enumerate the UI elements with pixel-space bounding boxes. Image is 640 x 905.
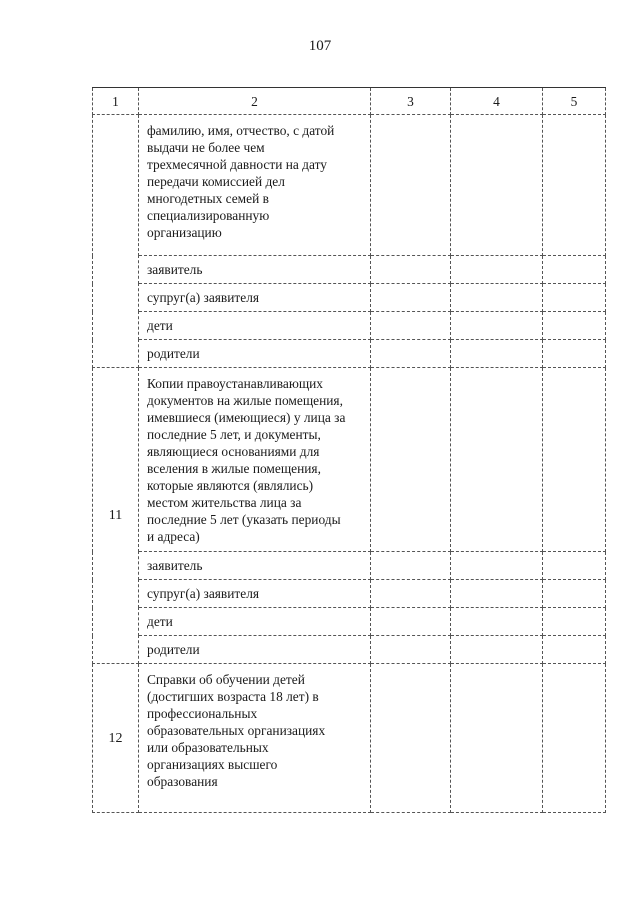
cell: [543, 312, 606, 340]
person-label: дети: [139, 608, 371, 636]
row-number-cell: 12: [93, 664, 139, 813]
cell: [543, 256, 606, 284]
person-label: супруг(а) заявителя: [139, 284, 371, 312]
cell: [371, 256, 451, 284]
table-row: [93, 368, 606, 552]
cell: [451, 636, 543, 664]
table-row: [93, 312, 606, 340]
person-label: родители: [139, 636, 371, 664]
table-row: [93, 580, 606, 608]
header-col-1: 1: [93, 88, 139, 115]
cell: [451, 256, 543, 284]
document-description: Справки об обучении детей (достигших возраста 18 лет) в профессиональных образовательных организациях или образовательных организациях высшего образования: [139, 664, 371, 813]
cell: [451, 284, 543, 312]
header-col-4: 4: [451, 88, 543, 115]
table-row: [93, 284, 606, 312]
cell: [451, 115, 543, 256]
table-row: [93, 256, 606, 284]
table-row: [93, 552, 606, 580]
cell: [543, 608, 606, 636]
cell: [451, 368, 543, 552]
cell: [543, 552, 606, 580]
cell: [451, 312, 543, 340]
cell: [371, 608, 451, 636]
cell: [543, 580, 606, 608]
row-number-cell: [93, 115, 139, 368]
cell: [371, 664, 451, 813]
cell: [451, 608, 543, 636]
table-row: [93, 115, 606, 256]
table-row: [93, 340, 606, 368]
cell: [371, 284, 451, 312]
documents-table: [92, 87, 606, 813]
document-description: Копии правоустанавливающих документов на жилые помещения, имевшиеся (имеющиеся) у лица за последние 5 лет, и документы, являющиеся основаниями для вселения в жилые помещения, которые являются (являлись) местом жительства лица за последние 5 лет (указать периоды и адреса): [139, 368, 371, 552]
cell: [543, 636, 606, 664]
cell: [371, 580, 451, 608]
document-description: фамилию, имя, отчество, с датой выдачи не более чем трехмесячной давности на дату передачи комиссией дел многодетных семей в специализированную организацию: [139, 115, 371, 256]
cell: [543, 368, 606, 552]
header-col-2: 2: [139, 88, 371, 115]
cell: [451, 340, 543, 368]
cell: [371, 552, 451, 580]
cell: [543, 664, 606, 813]
person-label: заявитель: [139, 552, 371, 580]
cell: [543, 284, 606, 312]
cell: [543, 340, 606, 368]
table-header-row: [93, 88, 606, 115]
row-number-cell: 11: [93, 368, 139, 664]
cell: [451, 580, 543, 608]
person-label: заявитель: [139, 256, 371, 284]
table-row: [93, 664, 606, 813]
cell: [371, 312, 451, 340]
cell: [451, 552, 543, 580]
cell: [371, 368, 451, 552]
header-col-3: 3: [371, 88, 451, 115]
person-label: родители: [139, 340, 371, 368]
cell: [371, 340, 451, 368]
person-label: дети: [139, 312, 371, 340]
cell: [371, 115, 451, 256]
table-row: [93, 608, 606, 636]
header-col-5: 5: [543, 88, 606, 115]
cell: [543, 115, 606, 256]
person-label: супруг(а) заявителя: [139, 580, 371, 608]
cell: [451, 664, 543, 813]
table-row: [93, 636, 606, 664]
page-number: 107: [308, 38, 332, 54]
cell: [371, 636, 451, 664]
